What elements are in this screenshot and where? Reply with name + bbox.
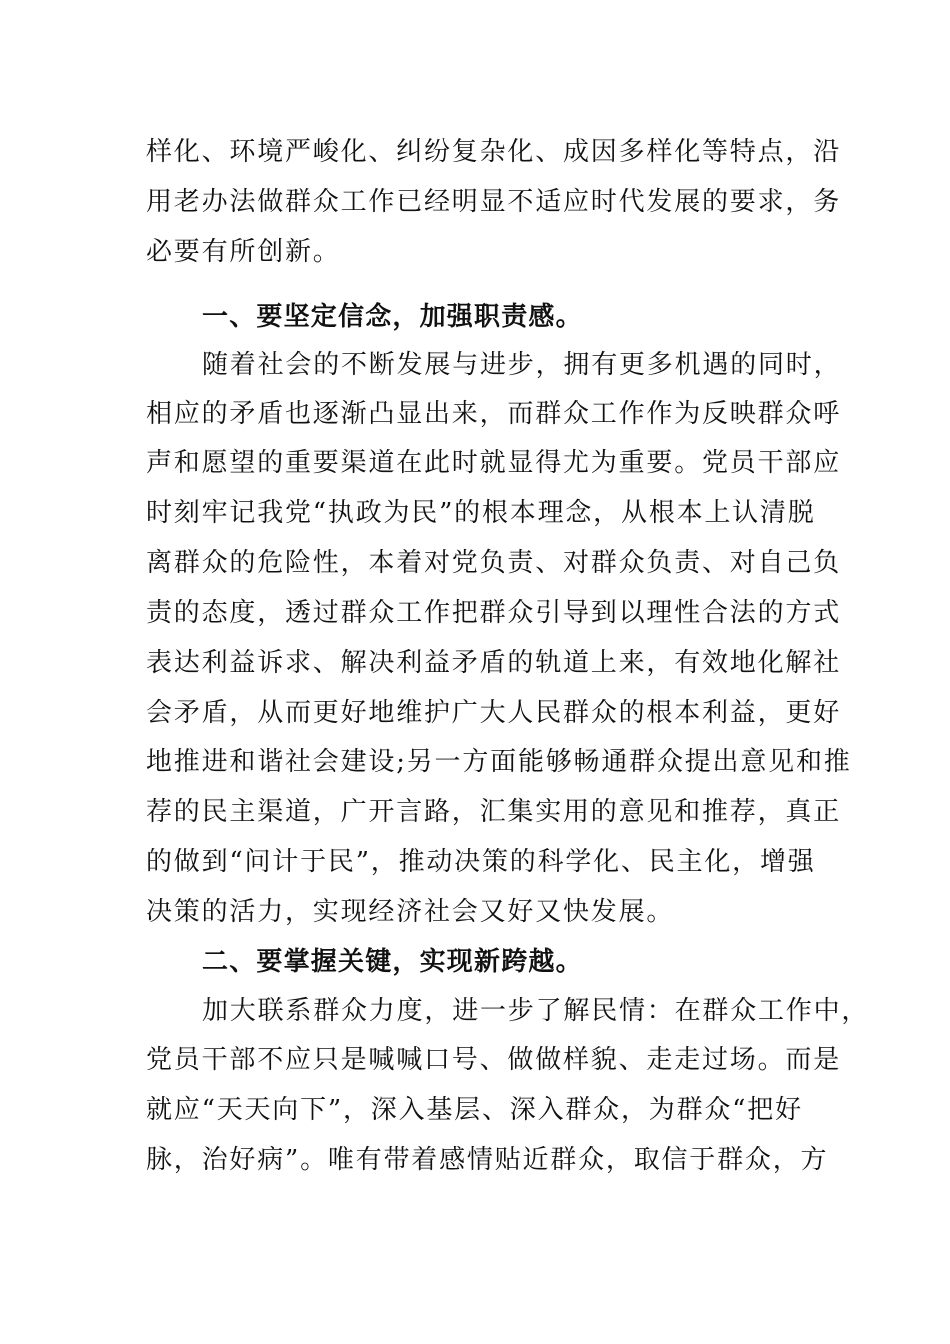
section-2-line: 加大联系群众力度，进一步了解民情：在群众工作中， bbox=[202, 996, 870, 1026]
section-2-line: 脉，治好病”。唯有带着感情贴近群众，取信于群众，方 bbox=[146, 1145, 829, 1175]
intro-line-2: 用老办法做群众工作已经明显不适应时代发展的要求，务 bbox=[146, 187, 842, 217]
section-2-heading: 二、要掌握关键，实现新跨越。 bbox=[202, 947, 583, 977]
section-1-line: 责的态度，透过群众工作把群众引导到以理性合法的方式 bbox=[146, 598, 842, 628]
section-1-line: 决策的活力，实现经济社会又好又快发展。 bbox=[146, 897, 675, 927]
section-1-line: 相应的矛盾也逐渐凸显出来，而群众工作作为反映群众呼 bbox=[146, 399, 842, 429]
section-1-line: 声和愿望的重要渠道在此时就显得尤为重要。党员干部应 bbox=[146, 448, 842, 478]
section-1-line: 的做到“问计于民”，推动决策的科学化、民主化，增强 bbox=[146, 847, 816, 877]
section-1-line: 随着社会的不断发展与进步，拥有更多机遇的同时， bbox=[202, 350, 842, 380]
section-1-line: 表达利益诉求、解决利益矛盾的轨道上来，有效地化解社 bbox=[146, 648, 842, 678]
intro-line-1: 样化、环境严峻化、纠纷复杂化、成因多样化等特点，沿 bbox=[146, 137, 842, 167]
section-1-heading: 一、要坚定信念，加强职责感。 bbox=[202, 302, 583, 332]
section-1-line: 地推进和谐社会建设;另一方面能够畅通群众提出意见和推 bbox=[146, 747, 852, 777]
section-1-line: 时刻牢记我党“执政为民”的根本理念，从根本上认清脱 bbox=[146, 498, 816, 528]
section-1-line: 离群众的危险性，本着对党负责、对群众负责、对自己负 bbox=[146, 548, 842, 578]
section-1-line: 会矛盾，从而更好地维护广大人民群众的根本利益，更好 bbox=[146, 698, 842, 728]
section-2-line: 党员干部不应只是喊喊口号、做做样貌、走走过场。而是 bbox=[146, 1045, 842, 1075]
section-2-line: 就应“天天向下”，深入基层、深入群众，为群众“把好 bbox=[146, 1095, 803, 1125]
section-1-line: 荐的民主渠道，广开言路，汇集实用的意见和推荐，真正 bbox=[146, 797, 842, 827]
intro-line-3: 必要有所创新。 bbox=[146, 237, 341, 267]
